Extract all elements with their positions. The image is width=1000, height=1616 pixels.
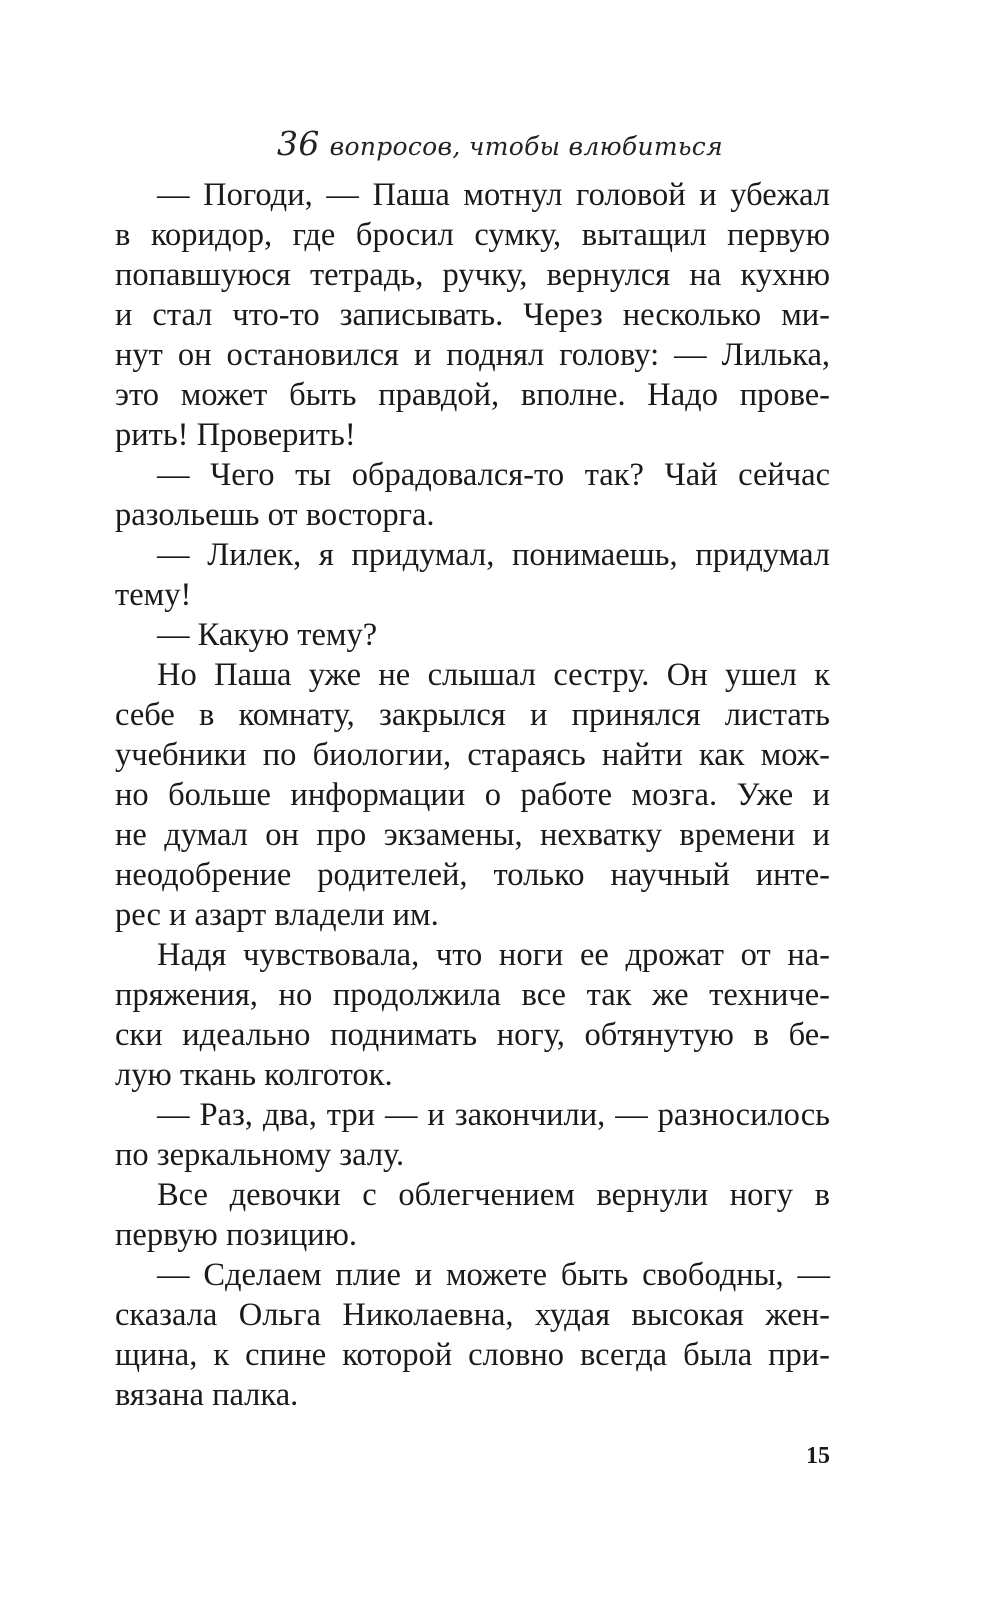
text-line: — Раз, два, три — и закончили, — разносилось bbox=[157, 1097, 830, 1133]
paragraph bbox=[115, 935, 830, 1095]
text-line: — Погоди, — Паша мотнул головой и убежал bbox=[157, 177, 830, 213]
text-line: не думал он про экзамены, нехватку времени и bbox=[115, 817, 830, 853]
text-line: Все девочки с облегчением вернули ногу в bbox=[157, 1177, 830, 1213]
text-line: себе в комнату, закрылся и принялся листать bbox=[115, 697, 830, 733]
paragraph bbox=[115, 535, 830, 615]
page-number: 15 bbox=[806, 1443, 830, 1469]
text-line: щина, к спине которой словно всегда была при- bbox=[115, 1337, 830, 1373]
text-line: рес и азарт владели им. bbox=[115, 897, 439, 933]
paragraph bbox=[115, 1255, 830, 1415]
text-line: — Какую тему? bbox=[157, 617, 378, 653]
text-line: по зеркальному залу. bbox=[115, 1137, 405, 1173]
text-line: разольешь от восторга. bbox=[115, 497, 435, 533]
body-text bbox=[115, 175, 830, 1415]
text-line: в коридор, где бросил сумку, вытащил первую bbox=[115, 217, 830, 253]
header-title: вопросов, чтобы влюбиться bbox=[329, 132, 723, 161]
header-number: 36 bbox=[277, 124, 320, 163]
text-line: нут он остановился и поднял голову: — Лилька, bbox=[115, 337, 830, 373]
text-line: учебники по биологии, стараясь найти как мож- bbox=[115, 737, 830, 773]
paragraph bbox=[115, 175, 830, 455]
text-line: Надя чувствовала, что ноги ее дрожат от на- bbox=[157, 937, 830, 973]
text-line: рить! Проверить! bbox=[115, 417, 356, 453]
text-line: попавшуюся тетрадь, ручку, вернулся на кухню bbox=[115, 257, 830, 293]
text-line: неодобрение родителей, только научный инте- bbox=[115, 857, 830, 893]
text-line: — Сделаем плие и можете быть свободны, — bbox=[157, 1257, 830, 1293]
text-line: сказала Ольга Николаевна, худая высокая жен- bbox=[115, 1297, 830, 1333]
paragraph bbox=[115, 1095, 830, 1175]
paragraph bbox=[115, 1175, 830, 1255]
text-line: — Чего ты обрадовался-то так? Чай сейчас bbox=[157, 457, 830, 493]
paragraph bbox=[115, 455, 830, 535]
text-line: это может быть правдой, вполне. Надо прове- bbox=[115, 377, 830, 413]
text-line: но больше информации о работе мозга. Уже и bbox=[115, 777, 830, 813]
text-line: ски идеально поднимать ногу, обтянутую в бе- bbox=[115, 1017, 830, 1053]
text-line: пряжения, но продолжила все так же техниче- bbox=[115, 977, 830, 1013]
text-line: лую ткань колготок. bbox=[115, 1057, 393, 1093]
text-line: Но Паша уже не слышал сестру. Он ушел к bbox=[157, 657, 830, 693]
text-line: тему! bbox=[115, 577, 192, 613]
running-header bbox=[0, 124, 1000, 163]
text-line: и стал что-то записывать. Через несколько ми- bbox=[115, 297, 830, 333]
paragraph bbox=[115, 655, 830, 935]
paragraph bbox=[115, 615, 830, 655]
text-line: первую позицию. bbox=[115, 1217, 358, 1253]
text-line: вязана палка. bbox=[115, 1377, 299, 1413]
text-line: — Лилек, я придумал, понимаешь, придумал bbox=[157, 537, 830, 573]
